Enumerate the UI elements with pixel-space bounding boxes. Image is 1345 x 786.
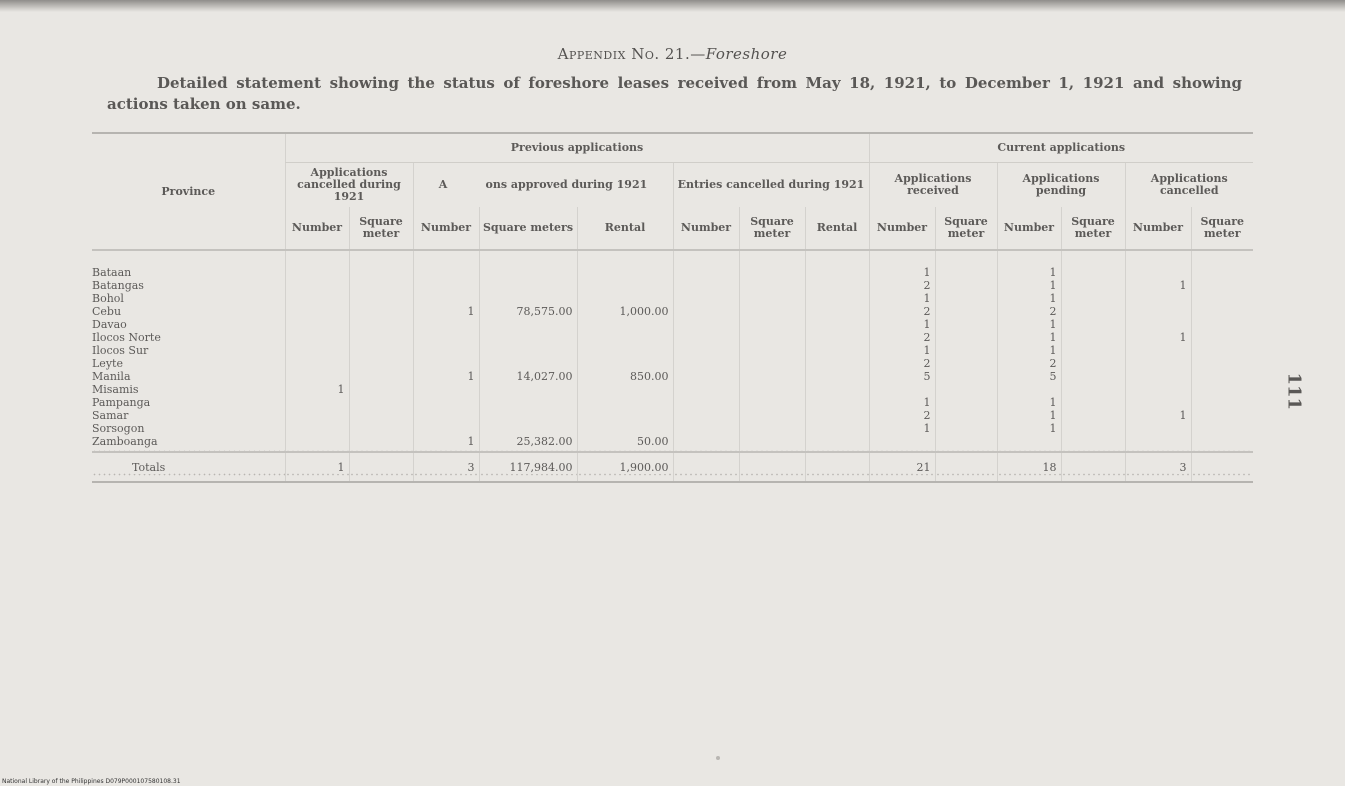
table-cell: 1 [413, 305, 479, 318]
column-header: Number [285, 207, 349, 250]
table-cell [349, 318, 413, 331]
table-cell [1061, 357, 1125, 370]
table-cell [349, 331, 413, 344]
totals-cell: 1,900.00 [577, 452, 673, 482]
totals-cell [1061, 452, 1125, 482]
table-cell [349, 396, 413, 409]
column-header: Rental [577, 207, 673, 250]
totals-cell: 117,984.00 [479, 452, 577, 482]
table-cell [1125, 305, 1191, 318]
table-cell [739, 331, 805, 344]
table-row [92, 344, 1253, 357]
table-cell: 14,027.00 [479, 370, 577, 383]
table-cell [479, 396, 577, 409]
table-cell [935, 305, 997, 318]
table-cell: 1 [997, 250, 1061, 279]
table-cell [805, 357, 869, 370]
table-cell: 1 [1125, 331, 1191, 344]
table-cell: 1 [997, 422, 1061, 435]
table-cell [1061, 305, 1125, 318]
table-cell: 5 [997, 370, 1061, 383]
table-cell: 850.00 [577, 370, 673, 383]
table-cell [1191, 305, 1253, 318]
table-cell [739, 318, 805, 331]
table-cell [285, 409, 349, 422]
table-cell [805, 422, 869, 435]
table-cell [935, 279, 997, 292]
table-cell: 1 [997, 344, 1061, 357]
table-cell [673, 422, 739, 435]
table-row [92, 279, 1253, 292]
table-cell [349, 344, 413, 357]
table-cell [1125, 370, 1191, 383]
table-cell [413, 279, 479, 292]
province-name: Bataan [92, 250, 285, 279]
table-cell [673, 331, 739, 344]
table-cell [349, 305, 413, 318]
column-header: Square meter [739, 207, 805, 250]
table-row [92, 305, 1253, 318]
table-cell [479, 292, 577, 305]
column-header: Square meter [1191, 207, 1253, 250]
table-row [92, 435, 1253, 452]
province-name: Bohol [92, 292, 285, 305]
table-cell [935, 318, 997, 331]
previous-applications-header: Previous applications [285, 133, 869, 163]
table-cell [1125, 396, 1191, 409]
totals-row [92, 452, 1253, 482]
table-cell [673, 435, 739, 452]
table-cell [869, 383, 935, 396]
table-cell: 50.00 [577, 435, 673, 452]
table-cell: 1 [869, 318, 935, 331]
table-cell [997, 383, 1061, 396]
province-name: Davao [92, 318, 285, 331]
table-cell [413, 250, 479, 279]
table-cell [285, 331, 349, 344]
table-cell [673, 370, 739, 383]
table-cell: 2 [869, 357, 935, 370]
table-cell: 1 [869, 250, 935, 279]
table-cell [577, 422, 673, 435]
table-cell [1061, 279, 1125, 292]
appendix-subject: Foreshore [705, 45, 788, 63]
table-row [92, 357, 1253, 370]
table-cell [349, 435, 413, 452]
table-row [92, 318, 1253, 331]
page-number: 111 [1283, 372, 1305, 411]
table-cell [673, 292, 739, 305]
table-cell [413, 422, 479, 435]
table-cell: 1 [997, 318, 1061, 331]
table-cell [1125, 383, 1191, 396]
table-cell [479, 250, 577, 279]
table-cell [935, 250, 997, 279]
province-name: Pampanga [92, 396, 285, 409]
library-footer: National Library of the Philippines D079P000107580108.31 [2, 778, 181, 785]
province-name: Leyte [92, 357, 285, 370]
table-cell [1191, 250, 1253, 279]
table-cell [1191, 409, 1253, 422]
table-cell: 25,382.00 [479, 435, 577, 452]
table-cell [1125, 292, 1191, 305]
table-cell [673, 383, 739, 396]
table-cell: 1 [1125, 279, 1191, 292]
table-cell [935, 344, 997, 357]
table-cell [349, 422, 413, 435]
table-cell [285, 279, 349, 292]
table-cell [577, 292, 673, 305]
table-row [92, 383, 1253, 396]
table-cell [285, 435, 349, 452]
table-cell [673, 396, 739, 409]
pending-header: Applications pending [997, 163, 1125, 208]
cancelled-1921-header: Applications cancelled during 1921 [285, 163, 413, 208]
table-cell [673, 344, 739, 357]
table-cell [285, 396, 349, 409]
table-cell [935, 409, 997, 422]
province-name: Zamboanga [92, 435, 285, 452]
table-cell [673, 357, 739, 370]
table-cell [805, 370, 869, 383]
table-cell: 2 [997, 305, 1061, 318]
table-cell [805, 383, 869, 396]
province-name: Sorsogon [92, 422, 285, 435]
scan-speck [716, 756, 720, 760]
province-name: Misamis [92, 383, 285, 396]
totals-cell [935, 452, 997, 482]
table-cell [577, 409, 673, 422]
table-cell [1191, 396, 1253, 409]
totals-cell: 18 [997, 452, 1061, 482]
table-cell [349, 357, 413, 370]
table-cell [479, 357, 577, 370]
table-cell [479, 422, 577, 435]
province-name: Batangas [92, 279, 285, 292]
table-cell [285, 305, 349, 318]
table-cell [413, 383, 479, 396]
totals-cell: 3 [1125, 452, 1191, 482]
table-cell [577, 396, 673, 409]
table-cell [1061, 331, 1125, 344]
table-cell [413, 357, 479, 370]
table-cell [935, 396, 997, 409]
column-header: Rental [805, 207, 869, 250]
table-cell [1125, 422, 1191, 435]
table-cell: 1,000.00 [577, 305, 673, 318]
table-cell [1191, 422, 1253, 435]
table-cell [673, 250, 739, 279]
table-cell [1191, 331, 1253, 344]
table-cell [413, 331, 479, 344]
table-cell [739, 344, 805, 357]
table-cell [805, 435, 869, 452]
table-cell: 2 [869, 409, 935, 422]
table-cell [285, 370, 349, 383]
table-row [92, 422, 1253, 435]
table-cell [673, 279, 739, 292]
table-cell [805, 305, 869, 318]
table-cell [673, 318, 739, 331]
table-cell [935, 357, 997, 370]
table-cell [739, 383, 805, 396]
column-header: Square meters [479, 207, 577, 250]
table-cell [739, 409, 805, 422]
column-header: Number [413, 207, 479, 250]
table-cell [1061, 422, 1125, 435]
table-cell [479, 318, 577, 331]
table-cell [739, 435, 805, 452]
table-cell [1061, 318, 1125, 331]
table-cell [1061, 292, 1125, 305]
intro-paragraph: Detailed statement showing the status of foreshore leases received from May 18, 1921, to December 1, 1921 and showing actions taken on same. [107, 74, 1242, 113]
table-cell [739, 396, 805, 409]
table-cell [1125, 318, 1191, 331]
table-cell [285, 292, 349, 305]
table-cell [805, 344, 869, 357]
table-cell [577, 250, 673, 279]
table-cell: 1 [869, 396, 935, 409]
table-cell [285, 250, 349, 279]
totals-cell [673, 452, 739, 482]
table-cell [285, 357, 349, 370]
table-row [92, 409, 1253, 422]
table-cell: 78,575.00 [479, 305, 577, 318]
province-header: Province [92, 133, 285, 250]
table-cell [1061, 409, 1125, 422]
table-cell [739, 370, 805, 383]
table-cell [997, 435, 1061, 452]
table-cell: 1 [869, 344, 935, 357]
table-cell [479, 331, 577, 344]
totals-cell: 21 [869, 452, 935, 482]
table-row [92, 396, 1253, 409]
table-cell [349, 292, 413, 305]
table-cell [479, 279, 577, 292]
table-cell [413, 318, 479, 331]
table-cell [739, 279, 805, 292]
approved-1921-header: A ons approved during 1921 [413, 163, 673, 208]
table-cell: 1 [869, 292, 935, 305]
column-header: Number [997, 207, 1061, 250]
table-cell: 2 [869, 279, 935, 292]
table-cell [285, 318, 349, 331]
table-cell [1191, 318, 1253, 331]
totals-cell [1191, 452, 1253, 482]
table-cell [577, 357, 673, 370]
table-cell [1191, 292, 1253, 305]
table-cell [739, 292, 805, 305]
table-cell [739, 357, 805, 370]
column-header: Square meter [1061, 207, 1125, 250]
table-cell [349, 383, 413, 396]
table-cell [577, 344, 673, 357]
table-cell [805, 292, 869, 305]
table-cell [1191, 435, 1253, 452]
table-cell [285, 422, 349, 435]
table-cell [935, 422, 997, 435]
page-title [0, 45, 1345, 63]
table-cell: 1 [413, 435, 479, 452]
table-cell [935, 370, 997, 383]
table-cell [739, 422, 805, 435]
totals-cell [805, 452, 869, 482]
table-cell [673, 305, 739, 318]
table-cell [935, 331, 997, 344]
province-name: Ilocos Sur [92, 344, 285, 357]
table-cell [935, 383, 997, 396]
table-cell [1061, 344, 1125, 357]
table-cell [577, 383, 673, 396]
table-cell [413, 292, 479, 305]
table-cell [805, 318, 869, 331]
table-row [92, 292, 1253, 305]
table-cell [935, 435, 997, 452]
foreshore-leases-table [92, 132, 1253, 483]
province-name: Samar [92, 409, 285, 422]
table-cell [349, 370, 413, 383]
table-cell [1061, 396, 1125, 409]
column-header: Number [673, 207, 739, 250]
table-cell: 1 [869, 422, 935, 435]
table-cell [1191, 279, 1253, 292]
table-cell: 2 [869, 305, 935, 318]
table-cell: 1 [997, 409, 1061, 422]
province-name: Manila [92, 370, 285, 383]
table-cell [1191, 357, 1253, 370]
totals-label: Totals [92, 452, 285, 482]
table-cell [349, 279, 413, 292]
table-cell: 1 [285, 383, 349, 396]
table-cell [1125, 357, 1191, 370]
table-cell [805, 250, 869, 279]
table-cell: 5 [869, 370, 935, 383]
scan-edge [0, 0, 1345, 12]
table-row [92, 250, 1253, 279]
apps-cancelled-header: Applications cancelled [1125, 163, 1253, 208]
table-cell [805, 279, 869, 292]
table-cell [869, 435, 935, 452]
table-cell [413, 344, 479, 357]
current-applications-header: Current applications [869, 133, 1253, 163]
table-cell [413, 409, 479, 422]
totals-cell: 3 [413, 452, 479, 482]
table-cell [1061, 370, 1125, 383]
column-header: Square meter [349, 207, 413, 250]
table-cell: 1 [413, 370, 479, 383]
table-cell [577, 331, 673, 344]
table-cell [285, 344, 349, 357]
table-cell: 1 [997, 292, 1061, 305]
table-cell [1191, 344, 1253, 357]
table-cell [1061, 435, 1125, 452]
table-cell: 2 [869, 331, 935, 344]
table-cell [805, 331, 869, 344]
table-cell [413, 396, 479, 409]
table-cell: 1 [1125, 409, 1191, 422]
table-cell [1061, 383, 1125, 396]
table-cell [805, 409, 869, 422]
table-cell [577, 279, 673, 292]
table-cell [349, 250, 413, 279]
table-cell [349, 409, 413, 422]
column-header: Number [869, 207, 935, 250]
totals-cell [349, 452, 413, 482]
province-name: Ilocos Norte [92, 331, 285, 344]
table-cell: 2 [997, 357, 1061, 370]
table-cell [479, 409, 577, 422]
table-cell [1191, 370, 1253, 383]
totals-cell [739, 452, 805, 482]
totals-cell: 1 [285, 452, 349, 482]
table-cell [1125, 344, 1191, 357]
table-cell [739, 250, 805, 279]
column-header: Number [1125, 207, 1191, 250]
received-header: Applications received [869, 163, 997, 208]
table-cell [577, 318, 673, 331]
entries-cancelled-header: Entries cancelled during 1921 [673, 163, 869, 208]
table-cell: 1 [997, 279, 1061, 292]
table-row [92, 370, 1253, 383]
table-cell [1191, 383, 1253, 396]
table-cell [673, 409, 739, 422]
table-cell [479, 383, 577, 396]
table-row [92, 331, 1253, 344]
province-name: Cebu [92, 305, 285, 318]
table-cell [935, 292, 997, 305]
table-cell [1125, 250, 1191, 279]
table-cell [805, 396, 869, 409]
table-cell [739, 305, 805, 318]
column-header: Square meter [935, 207, 997, 250]
table-cell [479, 344, 577, 357]
table-cell: 1 [997, 331, 1061, 344]
table-cell [1061, 250, 1125, 279]
table-cell [1125, 435, 1191, 452]
table-cell: 1 [997, 396, 1061, 409]
appendix-label: Appendix No. 21.— [557, 45, 706, 63]
